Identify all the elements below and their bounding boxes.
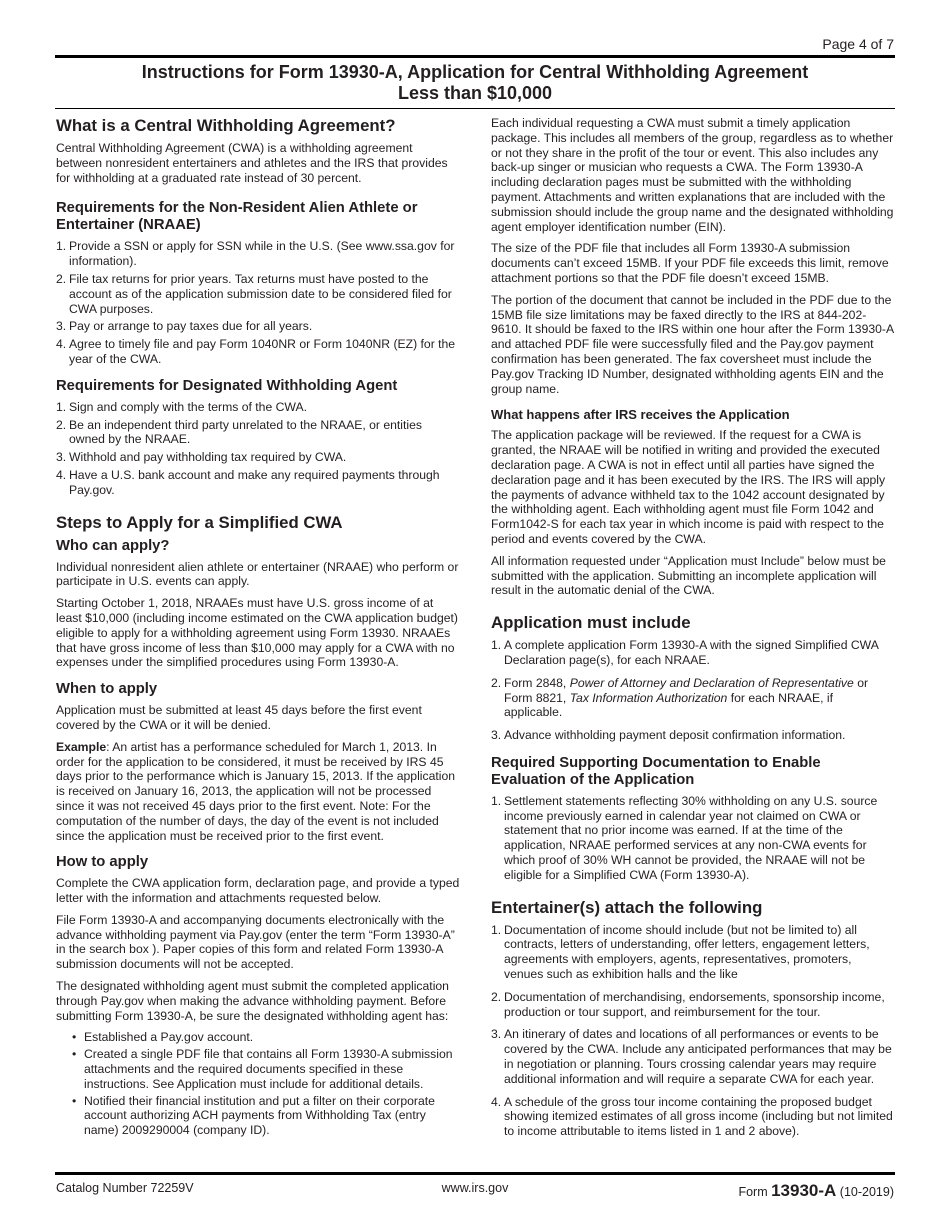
list-item: 2. Documentation of merchandising, endorsements, sponsorship income, production or tour support, and reimbursement for the tour.: [491, 989, 885, 1019]
must-include-heading: Application must include: [491, 613, 691, 633]
who-paragraph-2: Starting October 1, 2018, NRAAEs must have U.S. gross income of at least $10,000 (including income estimated on the CWA application budget) eligible to apply for a withholding agreement using Form 13930. NRAAEs that have gross income of less than $10,000 may apply for a CWA with no expenses under the simplified procedures using Form 13930-A.: [56, 596, 458, 670]
req-nraae-heading: Requirements for the Non-Resident Alien Athlete or Entertainer (NRAAE): [56, 200, 418, 234]
title-line-2: Less than $10,000: [397, 83, 553, 103]
list-item: 1. A complete application Form 13930-A with the signed Simplified CWA Declaration page(s), for each NRAAE.: [491, 638, 879, 667]
after-paragraph-2: All information requested under “Application must Include” below must be submitted with the application. Submitting an incomplete application will result in the automatic denial of the CWA.: [491, 553, 886, 598]
list-item: 3. Advance withholding payment deposit confirmation information.: [491, 728, 846, 743]
list-item: 3. An itinerary of dates and locations of all performances or events to be covered by the CWA. Include any anticipated performances that may be in negotiation or planning. Tours crossing calendar years may require additional information and will require a separate CWA for each year.: [491, 1027, 892, 1086]
right-paragraph-3: The portion of the document that cannot be included in the PDF due to the 15MB file size limitations may be faxed directly to the IRS at 844-202-9610. It should be faxed to the IRS within one hour after the Form 13930-A and attached PDF file were successfully filed and the Pay.gov payment confirmation has been generated. The fax coversheet must include the Pay.gov Tracking ID Number, designated withholding agents EIN and the group name.: [491, 292, 894, 396]
list-item: 4. A schedule of the gross tour income containing the proposed budget showing itemized estimates of all gross income (including but not limited to income attributable to items listed in 1 and 2 above).: [491, 1094, 893, 1139]
bullet-item: • Created a single PDF file that contains all Form 13930-A submission attachments and the required documents specified in these instructions. See Application must include for additional details.: [56, 1047, 460, 1091]
how-paragraph-1: Complete the CWA application form, declaration page, and provide a typed letter with the information and attachments requested below.: [56, 876, 460, 906]
bullet-item: • Established a Pay.gov account.: [56, 1030, 460, 1045]
right-column: [491, 116, 894, 1147]
when-heading: When to apply: [56, 681, 158, 698]
what-is-body: Central Withholding Agreement (CWA) is a withholding agreement between nonresident entertainers and athletes and the IRS that provides for withholding at a graduated rate instead of 30 percent.: [56, 141, 448, 185]
example-text: : An artist has a performance scheduled for March 1, 2013. In order for the application to be considered, it must be received by IRS 45 days prior to the performance which is January 15, 2013. If the application is received on January 16, 2013, the application will not be processed since it was not received 45 days prior to the first event. Note: For the computation of the number of days, the day of the event is not included since the application must be received prior to the first event.: [56, 739, 456, 843]
top-rule: [55, 55, 895, 58]
title-line-1: Instructions for Form 13930-A, Application for Central Withholding Agreement: [141, 62, 809, 82]
list-item: 1. Provide a SSN or apply for SSN while in the U.S. (See www.ssa.gov for information).: [56, 239, 455, 269]
page-title: [55, 62, 895, 104]
list-item: 4. Have a U.S. bank account and make any required payments through Pay.gov.: [56, 467, 440, 497]
list-item: 1. Sign and comply with the terms of the CWA.: [56, 399, 307, 414]
req-agent-heading: Requirements for Designated Withholding Agent: [56, 377, 398, 394]
form-revision: (10-2019): [836, 1185, 894, 1199]
req-nraae-list: [56, 239, 460, 366]
when-paragraph: Application must be submitted at least 45 days before the first event covered by the CWA or it will be denied.: [56, 703, 422, 732]
who-paragraph-1: Individual nonresident alien athlete or entertainer (NRAAE) who perform or participate in U.S. events can apply.: [56, 559, 459, 589]
form-id: Form 13930-A (10-2019): [738, 1181, 894, 1200]
how-paragraph-2: File Form 13930-A and accompanying documents electronically with the advance withholding payment via Pay.gov (enter the term “Form 13930-A” in the search box ). Paper copies of this form and related Form 13930-A submission documents will not be accepted.: [56, 912, 455, 972]
list-item: 4. Agree to timely file and pay Form 1040NR or Form 1040NR (EZ) for the year of the CWA.: [56, 337, 456, 366]
req-agent-list: [56, 400, 460, 498]
right-paragraph-1: Each individual requesting a CWA must submit a timely application package. This includes all members of the group, regardless as to whether or not they share in the profit of the tour or event. This also includes any back-up singer or musician who requests a CWA. The Form 13930-A including declaration pages must be submitted with the withholding payment. Attachments and written explanations that are included with the submission should include the group name and the designated withholding agent employer identification number (EIN).: [491, 116, 894, 234]
list-item: 2. Form 2848, Power of Attorney and Declaration of Representative or Form 8821, Tax Information Authorization for each NRAAE, if applicable.: [491, 675, 869, 720]
how-bullet-list: [56, 1030, 460, 1138]
example-label: Example: [56, 739, 107, 754]
form-number: 13930-A: [771, 1181, 837, 1200]
who-heading: Who can apply?: [56, 537, 170, 554]
catalog-number: Catalog Number 72259V: [56, 1181, 194, 1195]
steps-heading: Steps to Apply for a Simplified CWA: [56, 512, 343, 532]
must-include-list: [491, 638, 894, 743]
bullet-item: • Notified their financial institution and put a filter on their corporate account authorizing ACH payments from Withholding Tax (entry name) 2009290004 (company ID).: [56, 1094, 460, 1138]
list-item: 3. Pay or arrange to pay taxes due for all years.: [56, 319, 313, 334]
page-number: Page 4 of 7: [822, 36, 894, 52]
what-is-heading: What is a Central Withholding Agreement?: [56, 116, 396, 135]
website-url: www.irs.gov: [441, 1181, 509, 1195]
after-paragraph-1: The application package will be reviewed. If the request for a CWA is granted, the NRAAE will be notified in writing and provided the executed declaration page. A CWA is not in effect until all parties have signed the declaration page and it has been executed by the IRS. The IRS will apply the payments of advance withheld tax to the 1042 account designated by the withholding agent. Each withholding agent must file Form 1042 and Form1042-S for each tax year in which income is paid with respect to the period and events covered by the CWA.: [491, 428, 886, 546]
after-heading: What happens after IRS receives the Application: [491, 407, 790, 423]
entertainers-list: [491, 923, 894, 1139]
right-paragraph-2: The size of the PDF file that includes all Form 13930-A submission documents can’t exceed 15MB. If your PDF file exceeds this limit, remove attachment portions so that the PDF file doesn’t exceed 15MB.: [491, 241, 889, 285]
list-item: 1. Settlement statements reflecting 30% withholding on any U.S. source income previously earned in calendar year not claimed on CWA or statement that no prior income was earned. If at the time of the application, NRAAE performed services at any non-CWA events for which proof of 30% WH cannot be provided, the NRAAE will not be eligible for a Simplified CWA (Form 13930-A).: [491, 793, 878, 882]
list-item: 1. Documentation of income should include (but not be limited to) all contracts, letters of understanding, offer letters, engagement letters, agreements with employers, agents, representatives, promoters, venues such as exhibition halls and the like: [491, 922, 870, 982]
list-item: 2. Be an independent third party unrelated to the NRAAE, or entities owned by the NRAAE.: [56, 417, 422, 447]
example-paragraph: [56, 740, 460, 844]
entertainers-heading: Entertainer(s) attach the following: [491, 897, 763, 917]
list-item: 2. File tax returns for prior years. Tax returns must have posted to the account as of the application submission date to be considered filed for CWA purposes.: [56, 271, 452, 316]
left-column: [56, 116, 460, 1140]
how-heading: How to apply: [56, 854, 149, 871]
footer-rule: [55, 1172, 895, 1175]
how-paragraph-3: The designated withholding agent must submit the completed application through Pay.gov when making the advance withholding payment. Before submitting Form 13930-A, be sure the designated withholding agent has:: [56, 979, 449, 1023]
supporting-heading: Required Supporting Documentation to Enable Evaluation of the Application: [491, 754, 821, 788]
title-rule: [55, 108, 895, 109]
supporting-list: [491, 794, 894, 883]
list-item: 3. Withhold and pay withholding tax required by CWA.: [56, 450, 347, 465]
